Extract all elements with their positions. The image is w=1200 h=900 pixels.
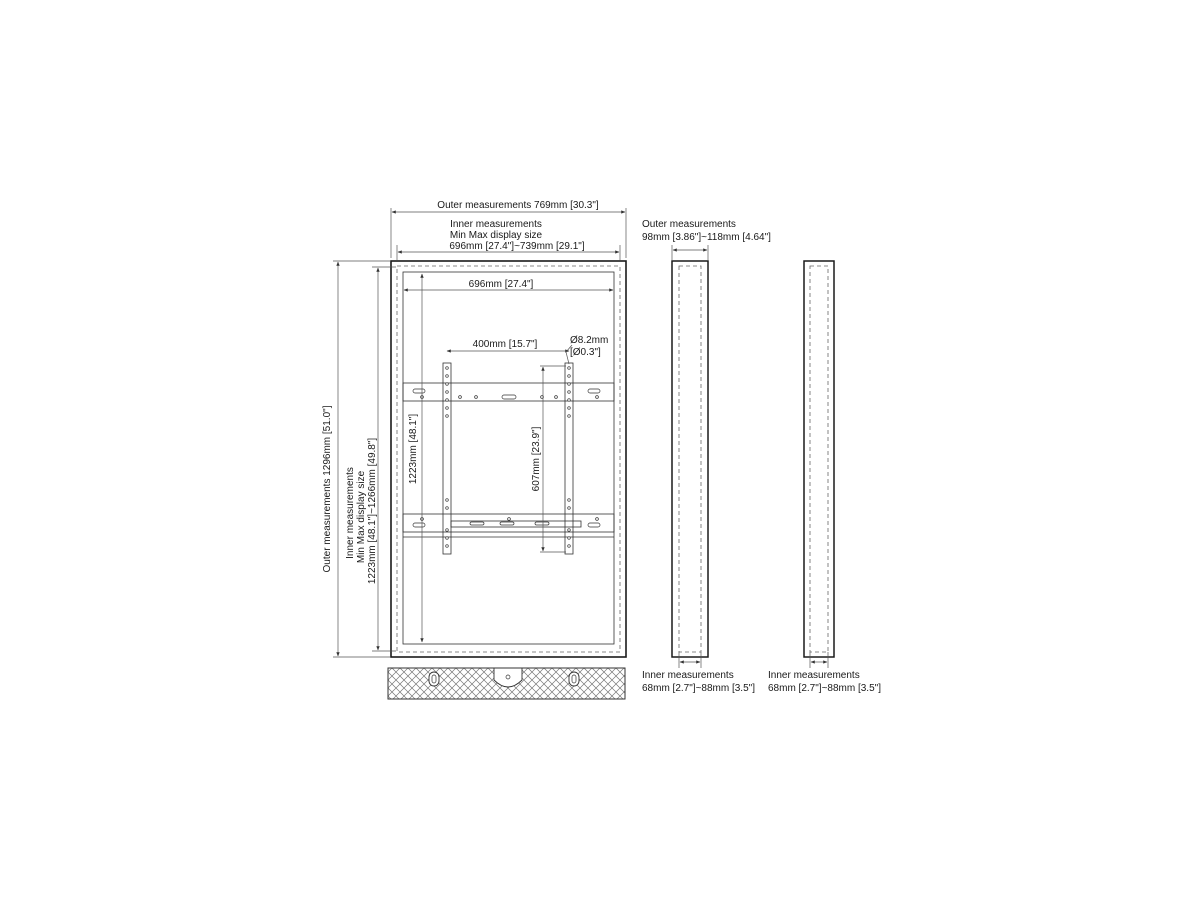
hole-diameter-label: Ø8.2mm: [570, 335, 609, 346]
bottom-vent-view: [388, 668, 625, 699]
side-a-outer-depth-label: 98mm [3.86"]~118mm [4.64"]: [642, 232, 771, 243]
inner-width-subtitle: Min Max display size: [449, 230, 543, 241]
side-b-inner-title: Inner measurements: [768, 670, 860, 681]
vesa-bracket-right: [565, 363, 573, 554]
outer-frame: [391, 261, 626, 657]
side-a-outer: [672, 261, 708, 657]
outer-width-label: Outer measurements 769mm [30.3"]: [437, 200, 599, 211]
inner-height-min-label: 1223mm [48.1"]: [408, 413, 419, 485]
vesa-height-label: 607mm [23.9"]: [531, 426, 542, 492]
frame-dashed-edge: [397, 266, 620, 652]
side-a-inner-depth-label: 68mm [2.7"]~88mm [3.5"]: [642, 683, 755, 694]
vent-center-hole: [506, 675, 510, 679]
vesa-bracket-left: [443, 363, 451, 554]
vent-slot-left-inner: [432, 675, 436, 683]
inner-width-range-label: 696mm [27.4"]~739mm [29.1"]: [449, 241, 585, 252]
upper-rail-holes: [413, 389, 600, 399]
hole-diameter-inch-label: [Ø0.3"]: [570, 347, 601, 358]
side-b-outer: [804, 261, 834, 657]
vesa-width-label: 400mm [15.7"]: [472, 339, 538, 350]
inner-width-title: Inner measurements: [450, 219, 542, 230]
side-b-inner-depth-label: 68mm [2.7"]~88mm [3.5"]: [768, 683, 881, 694]
lower-rail-holes: [413, 518, 600, 527]
side-a-inner-dashed: [679, 266, 701, 652]
side-view-a: [642, 219, 771, 694]
inner-width-min-label: 696mm [27.4"]: [468, 279, 534, 290]
side-view-b: [768, 261, 881, 694]
outer-height-label: Outer measurements 1296mm [51.0"]: [322, 405, 333, 573]
vent-slot-right-inner: [572, 675, 576, 683]
front-view: [322, 200, 626, 657]
side-a-outer-title: Outer measurements: [642, 219, 736, 230]
side-b-inner-dashed: [810, 266, 828, 652]
inner-height-title: Inner measurements: [345, 467, 356, 559]
inner-window: [403, 272, 614, 644]
inner-height-range-label: 1223mm [48.1"]~1266mm [49.8"]: [367, 437, 378, 585]
inner-height-subtitle: Min Max display size: [356, 470, 367, 564]
side-a-inner-title: Inner measurements: [642, 670, 734, 681]
